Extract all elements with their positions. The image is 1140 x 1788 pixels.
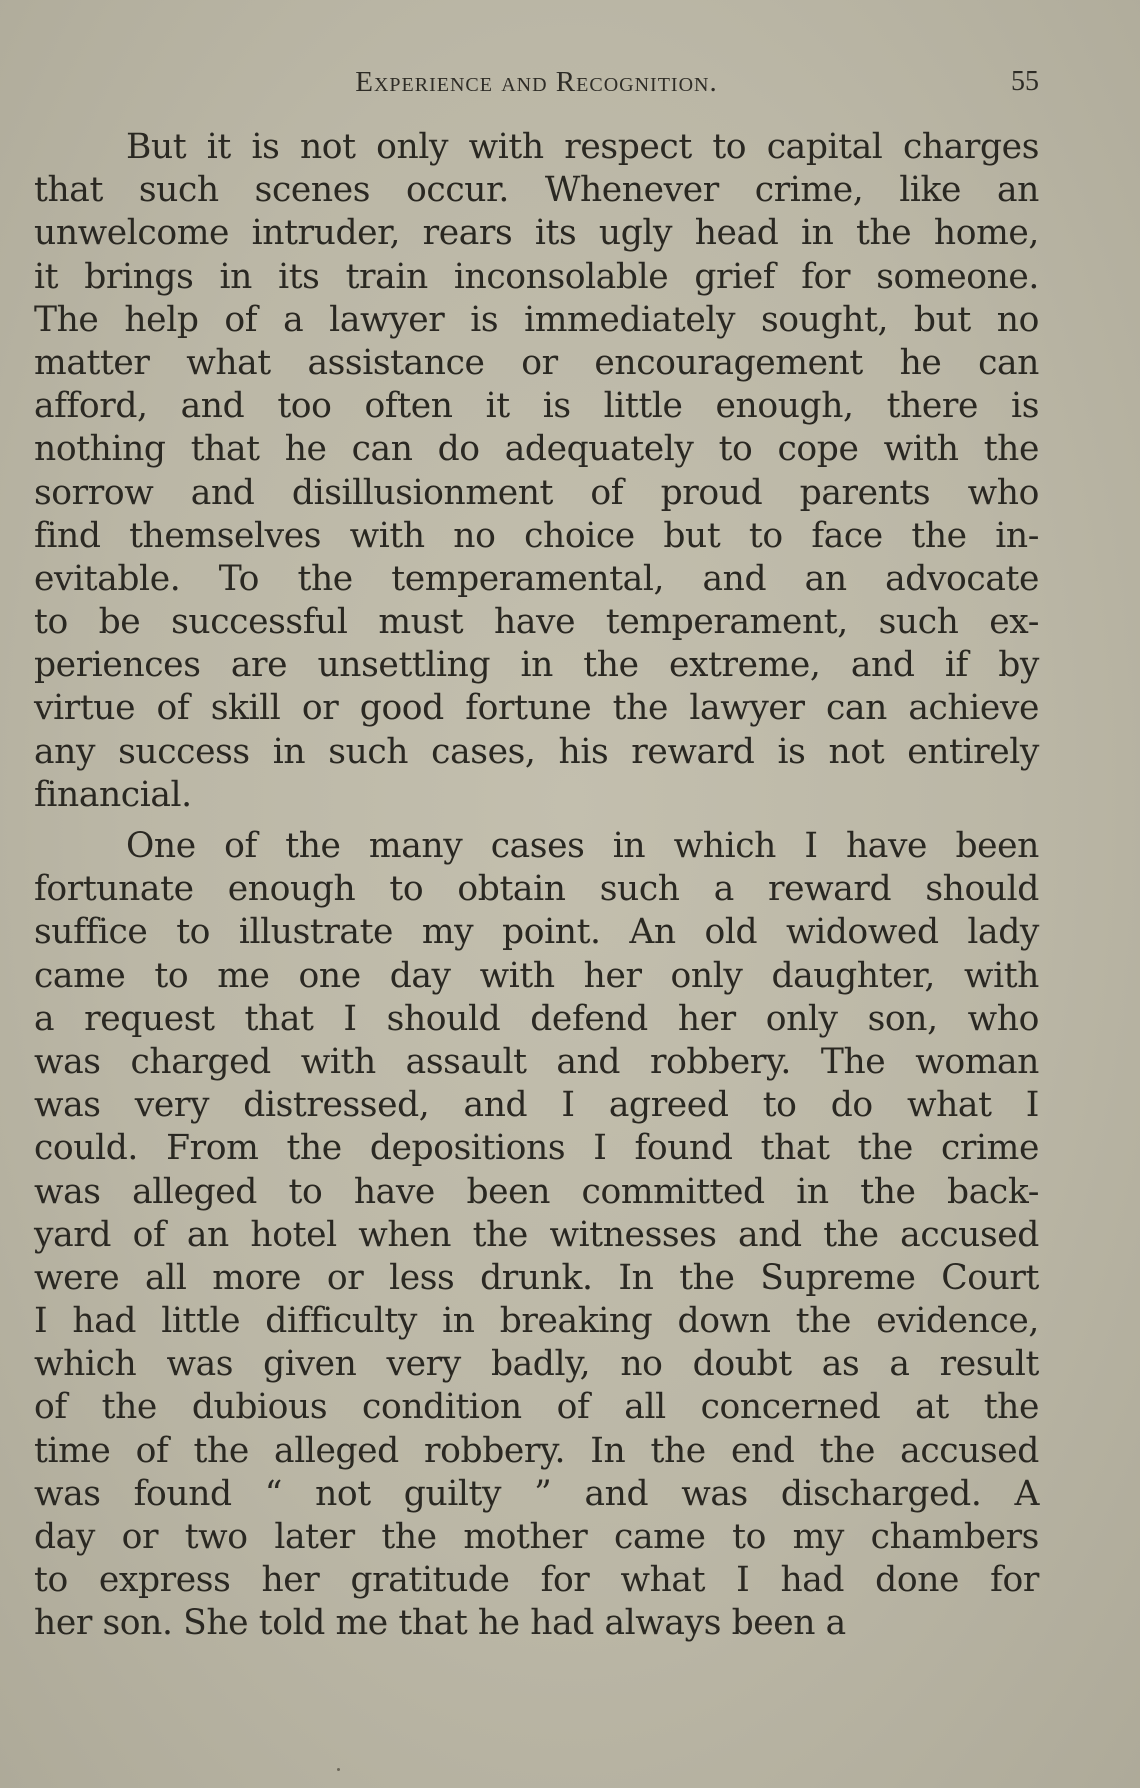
text-line: I had little difficulty in breaking down the evidence, xyxy=(34,1301,1039,1342)
text-line: of the dubious condition of all concerned at the xyxy=(34,1387,1039,1428)
text-line: unwelcome intruder, rears its ugly head in the home, xyxy=(34,213,1039,254)
text-line: was alleged to have been committed in the back- xyxy=(34,1171,1039,1212)
text-line: was found “ not guilty ” and was discharged. A xyxy=(34,1473,1039,1514)
page-number: 55 xyxy=(1011,66,1039,97)
text-line: nothing that he can do adequately to cope with the xyxy=(34,429,1039,470)
text-line: that such scenes occur. Whenever crime, like an xyxy=(34,170,1039,211)
text-line: suffice to illustrate my point. An old widowed lady xyxy=(34,912,1039,953)
text-line: One of the many cases in which I have been xyxy=(126,826,1039,866)
text-line: fortunate enough to obtain such a reward should xyxy=(34,869,1039,910)
paragraph xyxy=(34,126,1039,817)
text-line: a request that I should defend her only son, who xyxy=(34,998,1039,1039)
text-line: to be successful must have temperament, such ex- xyxy=(34,602,1039,643)
text-line: could. From the depositions I found that the crime xyxy=(34,1128,1039,1169)
text-line: afford, and too often it is little enough, there is xyxy=(34,386,1039,427)
body-text xyxy=(34,126,1039,1646)
text-line: find themselves with no choice but to face the in- xyxy=(34,515,1039,556)
text-line: were all more or less drunk. In the Supreme Court xyxy=(34,1257,1039,1298)
text-line: it brings in its train inconsolable grief for someone. xyxy=(34,256,1039,297)
text-line: her son. She told me that he had always been a xyxy=(34,1603,846,1644)
text-line: But it is not only with respect to capital charges xyxy=(126,127,1039,167)
text-line: financial. xyxy=(34,774,192,815)
text-line: any success in such cases, his reward is not entirely xyxy=(34,731,1039,772)
text-line: which was given very badly, no doubt as a result xyxy=(34,1344,1039,1385)
text-line: matter what assistance or encouragement he can xyxy=(34,342,1039,383)
text-line: periences are unsettling in the extreme, and if by xyxy=(34,645,1039,686)
text-line: came to me one day with her only daughter, with xyxy=(34,955,1039,996)
text-line: evitable. To the temperamental, and an advocate xyxy=(34,558,1039,599)
text-line: The help of a lawyer is immediately sought, but no xyxy=(34,299,1039,340)
text-line: yard of an hotel when the witnesses and the accused xyxy=(34,1214,1039,1255)
text-line: day or two later the mother came to my chambers xyxy=(34,1517,1039,1557)
running-head xyxy=(34,62,1039,102)
text-line: to express her gratitude for what I had done for xyxy=(34,1560,1039,1601)
paper-speck xyxy=(337,1768,340,1771)
text-line: sorrow and disillusionment of proud parents who xyxy=(34,472,1039,513)
text-line: was charged with assault and robbery. The woman xyxy=(34,1041,1039,1082)
text-line: virtue of skill or good fortune the lawyer can achieve xyxy=(34,688,1039,729)
text-line: was very distressed, and I agreed to do what I xyxy=(34,1085,1039,1126)
text-line: time of the alleged robbery. In the end the accused xyxy=(34,1430,1039,1471)
running-title: Experience and Recognition. xyxy=(355,66,718,98)
paragraph xyxy=(34,825,1039,1646)
